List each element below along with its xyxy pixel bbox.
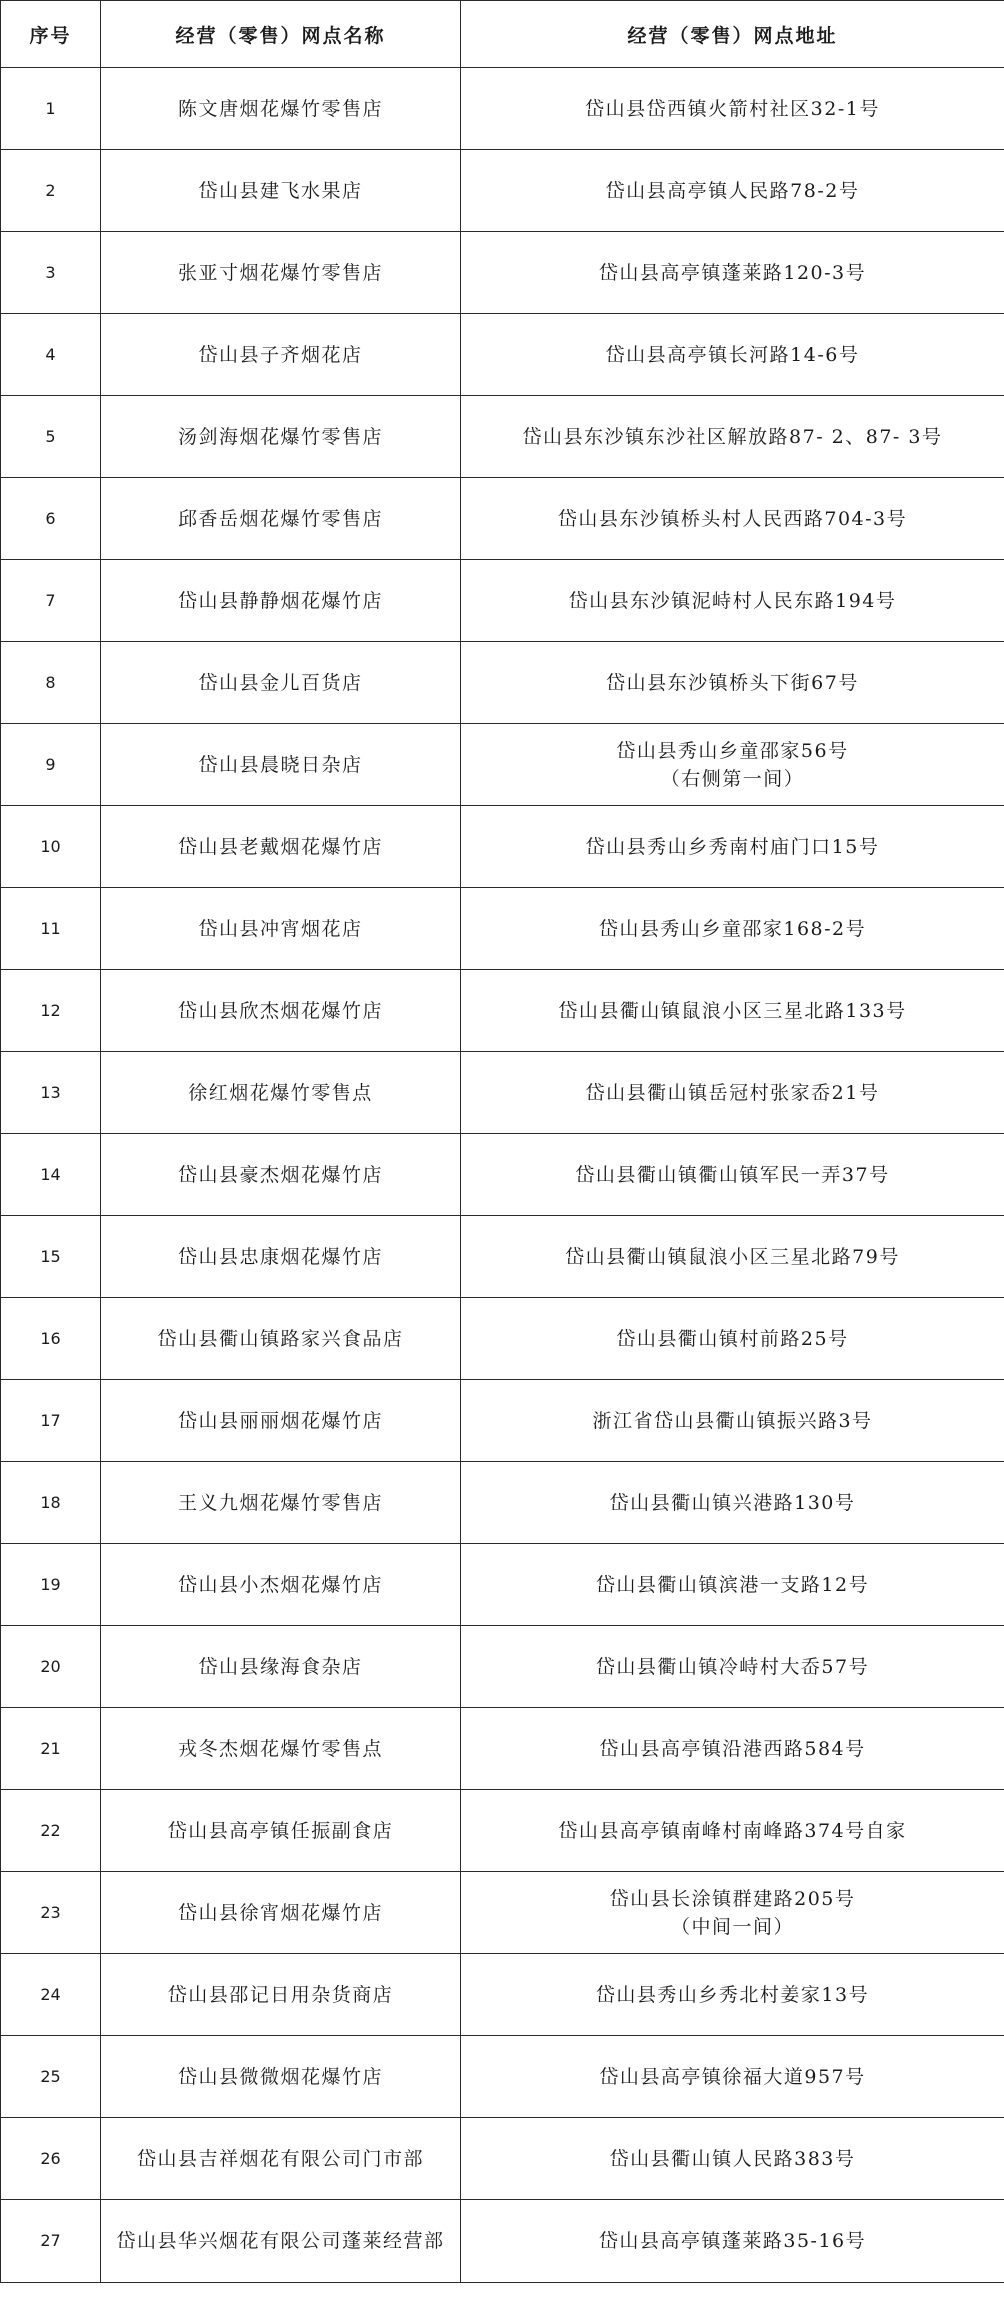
cell-outlet-address bbox=[461, 2200, 1004, 2283]
cell-serial-number: 20 bbox=[1, 1626, 101, 1708]
cell-serial-number: 22 bbox=[1, 1790, 101, 1872]
address-line: 岱山县衢山镇鼠浪小区三星北路79号 bbox=[565, 1245, 900, 1268]
table-row bbox=[1, 806, 1004, 888]
cell-outlet-name: 岱山县冲宵烟花店 bbox=[101, 888, 461, 970]
cell-outlet-name: 戎冬杰烟花爆竹零售点 bbox=[101, 1708, 461, 1790]
table-row bbox=[1, 724, 1004, 806]
cell-serial-number: 9 bbox=[1, 724, 101, 806]
cell-outlet-name: 岱山县丽丽烟花爆竹店 bbox=[101, 1380, 461, 1462]
table-row bbox=[1, 2036, 1004, 2118]
cell-serial-number: 24 bbox=[1, 1954, 101, 2036]
cell-serial-number: 14 bbox=[1, 1134, 101, 1216]
address-line: 岱山县长涂镇群建路205号 bbox=[609, 1887, 856, 1910]
table-row bbox=[1, 1954, 1004, 2036]
cell-serial-number: 25 bbox=[1, 2036, 101, 2118]
cell-outlet-name: 邱香岳烟花爆竹零售店 bbox=[101, 478, 461, 560]
cell-outlet-name: 徐红烟花爆竹零售点 bbox=[101, 1052, 461, 1134]
cell-outlet-name: 岱山县金儿百货店 bbox=[101, 642, 461, 724]
cell-outlet-address bbox=[461, 1380, 1004, 1462]
address-line: 岱山县高亭镇南峰村南峰路374号自家 bbox=[558, 1819, 907, 1842]
cell-outlet-address bbox=[461, 1872, 1004, 1954]
cell-outlet-address bbox=[461, 1216, 1004, 1298]
table-row bbox=[1, 1052, 1004, 1134]
cell-serial-number: 1 bbox=[1, 68, 101, 150]
cell-outlet-address bbox=[461, 724, 1004, 806]
address-line: 岱山县衢山镇滨港一支路12号 bbox=[595, 1573, 870, 1596]
address-line: 岱山县秀山乡童邵家168-2号 bbox=[598, 917, 867, 940]
table-row bbox=[1, 1872, 1004, 1954]
address-line: 岱山县衢山镇人民路383号 bbox=[609, 2147, 856, 2170]
table-row bbox=[1, 314, 1004, 396]
address-line: 岱山县东沙镇桥头村人民西路704-3号 bbox=[557, 507, 908, 530]
cell-outlet-address bbox=[461, 314, 1004, 396]
table-row bbox=[1, 1626, 1004, 1708]
table-body bbox=[1, 68, 1004, 2283]
address-line: 岱山县高亭镇蓬莱路120-3号 bbox=[598, 261, 867, 284]
table-row bbox=[1, 478, 1004, 560]
address-line: 岱山县东沙镇桥头下街67号 bbox=[606, 671, 859, 694]
header-outlet-address: 经营（零售）网点地址 bbox=[461, 1, 1004, 68]
cell-outlet-name: 岱山县衢山镇路家兴食品店 bbox=[101, 1298, 461, 1380]
cell-outlet-name: 汤剑海烟花爆竹零售店 bbox=[101, 396, 461, 478]
cell-serial-number: 8 bbox=[1, 642, 101, 724]
cell-outlet-address bbox=[461, 68, 1004, 150]
address-note: （中间一间） bbox=[670, 1915, 794, 1938]
table-row bbox=[1, 1544, 1004, 1626]
cell-serial-number: 16 bbox=[1, 1298, 101, 1380]
cell-serial-number: 15 bbox=[1, 1216, 101, 1298]
address-line: 岱山县衢山镇村前路25号 bbox=[616, 1327, 849, 1350]
address-line: 岱山县秀山乡秀南村庙门口15号 bbox=[585, 835, 880, 858]
table-row bbox=[1, 150, 1004, 232]
cell-serial-number: 12 bbox=[1, 970, 101, 1052]
header-serial-number: 序号 bbox=[1, 1, 101, 68]
address-line: 岱山县秀山乡童邵家56号 bbox=[616, 739, 849, 762]
cell-outlet-name: 岱山县子齐烟花店 bbox=[101, 314, 461, 396]
cell-outlet-address bbox=[461, 888, 1004, 970]
cell-outlet-name: 岱山县徐宵烟花爆竹店 bbox=[101, 1872, 461, 1954]
cell-outlet-address bbox=[461, 1462, 1004, 1544]
table-row bbox=[1, 1380, 1004, 1462]
cell-outlet-name: 岱山县华兴烟花有限公司蓬莱经营部 bbox=[101, 2200, 461, 2283]
cell-outlet-name: 岱山县忠康烟花爆竹店 bbox=[101, 1216, 461, 1298]
cell-serial-number: 4 bbox=[1, 314, 101, 396]
cell-outlet-name: 岱山县吉祥烟花有限公司门市部 bbox=[101, 2118, 461, 2200]
cell-outlet-name: 岱山县建飞水果店 bbox=[101, 150, 461, 232]
cell-serial-number: 13 bbox=[1, 1052, 101, 1134]
cell-outlet-name: 岱山县老戴烟花爆竹店 bbox=[101, 806, 461, 888]
table-row bbox=[1, 68, 1004, 150]
cell-serial-number: 18 bbox=[1, 1462, 101, 1544]
cell-outlet-name: 岱山县高亭镇任振副食店 bbox=[101, 1790, 461, 1872]
address-line: 岱山县衢山镇衢山镇军民一弄37号 bbox=[575, 1163, 890, 1186]
table-row bbox=[1, 1790, 1004, 1872]
header-outlet-name: 经营（零售）网点名称 bbox=[101, 1, 461, 68]
cell-outlet-address bbox=[461, 1626, 1004, 1708]
cell-outlet-name: 陈文唐烟花爆竹零售店 bbox=[101, 68, 461, 150]
table-header-row bbox=[1, 1, 1004, 68]
cell-outlet-address bbox=[461, 396, 1004, 478]
table-row bbox=[1, 1134, 1004, 1216]
cell-serial-number: 21 bbox=[1, 1708, 101, 1790]
cell-serial-number: 11 bbox=[1, 888, 101, 970]
table-row bbox=[1, 1708, 1004, 1790]
cell-outlet-address bbox=[461, 478, 1004, 560]
cell-serial-number: 6 bbox=[1, 478, 101, 560]
cell-outlet-address bbox=[461, 806, 1004, 888]
address-line: 岱山县高亭镇沿港西路584号 bbox=[599, 1737, 866, 1760]
cell-outlet-name: 岱山县欣杰烟花爆竹店 bbox=[101, 970, 461, 1052]
cell-outlet-address bbox=[461, 1298, 1004, 1380]
address-line: 岱山县东沙镇泥峙村人民东路194号 bbox=[568, 589, 897, 612]
address-line: 岱山县秀山乡秀北村姜家13号 bbox=[595, 1983, 870, 2006]
cell-outlet-name: 岱山县豪杰烟花爆竹店 bbox=[101, 1134, 461, 1216]
cell-serial-number: 3 bbox=[1, 232, 101, 314]
address-line: 岱山县高亭镇人民路78-2号 bbox=[605, 179, 860, 202]
address-line: 浙江省岱山县衢山镇振兴路3号 bbox=[592, 1409, 873, 1432]
table-row bbox=[1, 970, 1004, 1052]
cell-outlet-name: 岱山县小杰烟花爆竹店 bbox=[101, 1544, 461, 1626]
cell-outlet-name: 岱山县晨晓日杂店 bbox=[101, 724, 461, 806]
cell-outlet-address bbox=[461, 642, 1004, 724]
table-row bbox=[1, 888, 1004, 970]
address-line: 岱山县衢山镇鼠浪小区三星北路133号 bbox=[558, 999, 907, 1022]
cell-serial-number: 27 bbox=[1, 2200, 101, 2283]
cell-outlet-address bbox=[461, 560, 1004, 642]
cell-outlet-address bbox=[461, 232, 1004, 314]
cell-outlet-address bbox=[461, 1708, 1004, 1790]
cell-serial-number: 17 bbox=[1, 1380, 101, 1462]
table-row bbox=[1, 2118, 1004, 2200]
cell-outlet-address bbox=[461, 1790, 1004, 1872]
cell-serial-number: 19 bbox=[1, 1544, 101, 1626]
cell-outlet-address bbox=[461, 1052, 1004, 1134]
table-row bbox=[1, 2200, 1004, 2283]
cell-serial-number: 5 bbox=[1, 396, 101, 478]
cell-outlet-address bbox=[461, 1134, 1004, 1216]
address-note: （右侧第一间） bbox=[660, 767, 805, 790]
table-row bbox=[1, 1462, 1004, 1544]
cell-serial-number: 26 bbox=[1, 2118, 101, 2200]
cell-outlet-address bbox=[461, 1544, 1004, 1626]
address-line: 岱山县衢山镇岳冠村张家岙21号 bbox=[585, 1081, 880, 1104]
address-line: 岱山县衢山镇兴港路130号 bbox=[609, 1491, 856, 1514]
table-row bbox=[1, 560, 1004, 642]
cell-outlet-name: 岱山县静静烟花爆竹店 bbox=[101, 560, 461, 642]
cell-outlet-address bbox=[461, 1954, 1004, 2036]
table-row bbox=[1, 1216, 1004, 1298]
cell-outlet-name: 岱山县微微烟花爆竹店 bbox=[101, 2036, 461, 2118]
cell-serial-number: 2 bbox=[1, 150, 101, 232]
table-row bbox=[1, 642, 1004, 724]
address-line: 岱山县高亭镇长河路14-6号 bbox=[605, 343, 860, 366]
address-line: 岱山县高亭镇徐福大道957号 bbox=[599, 2065, 866, 2088]
cell-serial-number: 23 bbox=[1, 1872, 101, 1954]
address-line: 岱山县高亭镇蓬莱路35-16号 bbox=[598, 2230, 867, 2252]
table-row bbox=[1, 232, 1004, 314]
cell-serial-number: 7 bbox=[1, 560, 101, 642]
address-line: 岱山县岱西镇火箭村社区32-1号 bbox=[585, 97, 880, 120]
cell-outlet-name: 岱山县邵记日用杂货商店 bbox=[101, 1954, 461, 2036]
cell-outlet-address bbox=[461, 2036, 1004, 2118]
cell-outlet-address bbox=[461, 150, 1004, 232]
cell-outlet-address bbox=[461, 2118, 1004, 2200]
address-line: 岱山县衢山镇冷峙村大岙57号 bbox=[595, 1655, 870, 1678]
cell-serial-number: 10 bbox=[1, 806, 101, 888]
cell-outlet-name: 张亚寸烟花爆竹零售店 bbox=[101, 232, 461, 314]
table-row bbox=[1, 1298, 1004, 1380]
cell-outlet-address bbox=[461, 970, 1004, 1052]
table-row bbox=[1, 396, 1004, 478]
cell-outlet-name: 岱山县缘海食杂店 bbox=[101, 1626, 461, 1708]
address-line: 岱山县东沙镇东沙社区解放路87- 2、87- 3号 bbox=[522, 425, 943, 448]
cell-outlet-name: 王义九烟花爆竹零售店 bbox=[101, 1462, 461, 1544]
